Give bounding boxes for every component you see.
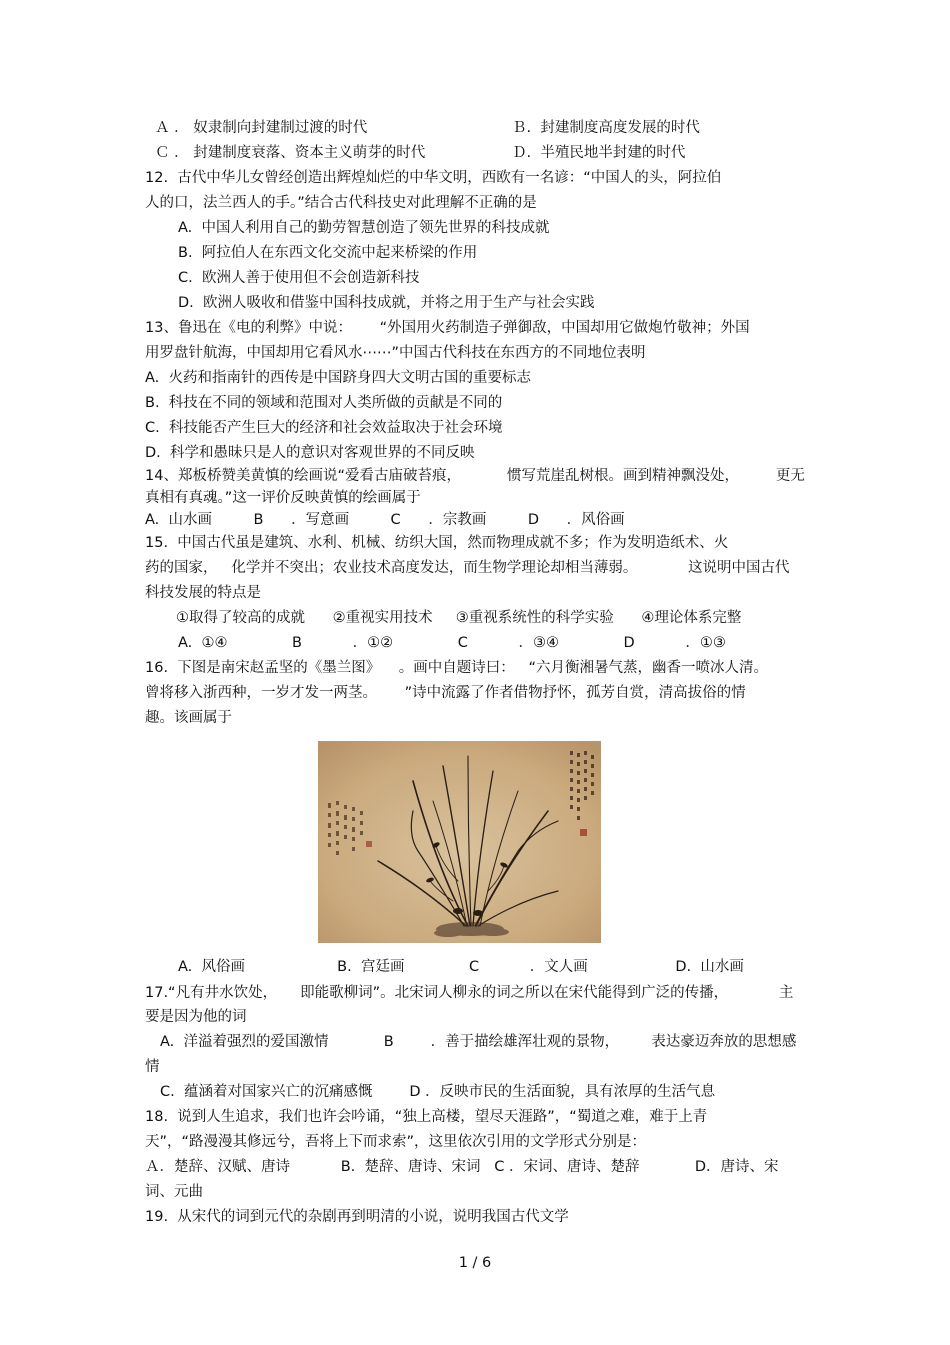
line-37: 19. 从宋代的词到元代的杂剧再到明清的小说，说明我国古代文学 xyxy=(145,1209,569,1225)
line-12: A. 火药和指南针的西传是中国跻身四大文明古国的重要标志 xyxy=(145,370,531,386)
line-36: 词、元曲 xyxy=(145,1184,203,1200)
line-29: 要是因为他的词 xyxy=(145,1009,247,1025)
line-0: Ａ ． 奴隶制向封建制过渡的时代 xyxy=(155,120,368,136)
line-24: 16. 下图是南宋赵孟坚的《墨兰图》 。画中自题诗曰： “六月衡湘暑气蒸，幽香一喷冰人清。 xyxy=(145,660,769,676)
ink-orchid-painting xyxy=(318,741,601,943)
line-5: 人的口，法兰西人的手。”结合古代科技史对此理解不正确的是 xyxy=(145,195,537,211)
line-16: 14、郑板桥赞美黄慎的绘画说“爱看古庙破苔痕， 惯写荒崖乱树根。画到精神飘没处， 更无 xyxy=(145,468,805,484)
line-33: 18. 说到人生追求，我们也许会吟诵，“独上高楼，望尽天涯路”，“蜀道之难，难于上青 xyxy=(145,1109,708,1125)
line-11: 用罗盘针航海，中国却用它看风水⋯⋯”中国古代科技在东西方的不同地位表明 xyxy=(145,345,646,361)
line-4: 12. 古代中华儿女曾经创造出辉煌灿烂的中华文明，西欧有一名谚：“中国人的头，阿拉伯 xyxy=(145,170,722,186)
line-6: A. 中国人利用自己的勤劳智慧创造了领先世界的科技成就 xyxy=(178,220,550,236)
page-number: 1 / 6 xyxy=(458,1255,492,1271)
line-15: D. 科学和愚昧只是人的意识对客观世界的不同反映 xyxy=(145,445,475,461)
line-27: A. 风俗画 B. 宫廷画 C ．文人画 D. 山水画 xyxy=(178,959,744,975)
line-35: Ａ．楚辞、汉赋、唐诗 B. 楚辞、唐诗、宋词 C ．宋词、唐诗、楚辞 D．唐诗、宋 xyxy=(145,1159,779,1175)
line-10: 13、鲁迅在《电的利弊》中说： “外国用火药制造子弹御敌，中国却用它做炮竹敬神；外国 xyxy=(145,320,750,336)
line-32: C. 蕴涵着对国家兴亡的沉痛感慨 D ．反映市民的生活面貌，具有浓厚的生活气息 xyxy=(160,1084,716,1100)
line-23: A. ①④ B ．①② C ．③④ D ．①③ xyxy=(178,635,726,651)
line-21: 科技发展的特点是 xyxy=(145,585,261,601)
line-20: 药的国家， 化学并不突出；农业技术高度发达，而生物学理论却相当薄弱。 这说明中国古代 xyxy=(145,560,790,576)
line-13: B. 科技在不同的领域和范围对人类所做的贡献是不同的 xyxy=(145,395,503,411)
line-2: Ｃ ． 封建制度衰落、资本主义萌芽的时代 xyxy=(155,145,426,161)
line-18: A. 山水画 B ．写意画 C ．宗教画 D ．风俗画 xyxy=(145,512,625,528)
line-31: 情 xyxy=(145,1059,160,1075)
line-3: Ｄ. 半殖民地半封建的时代 xyxy=(512,145,686,161)
line-30: A. 洋溢着强烈的爱国激情 B ．善于描绘雄浑壮观的景物， 表达豪迈奔放的思想感 xyxy=(160,1034,797,1050)
line-8: C. 欧洲人善于使用但不会创造新科技 xyxy=(178,270,420,286)
line-28: 17.“凡有井水饮处， 即能歌柳词”。北宋词人柳永的词之所以在宋代能得到广泛的传播， 主 xyxy=(145,985,794,1001)
line-25: 曾将移入浙西种，一岁才发一两茎。 ”诗中流露了作者借物抒怀，孤芳自赏，清高拔俗的情 xyxy=(145,685,746,701)
line-26: 趣。该画属于 xyxy=(145,710,232,726)
line-1: Ｂ. 封建制度高度发展的时代 xyxy=(512,120,700,136)
line-14: C. 科技能否产生巨大的经济和社会效益取决于社会环境 xyxy=(145,420,503,436)
line-22: ①取得了较高的成就 ②重视实用技术 ③重视系统性的科学实验 ④理论体系完整 xyxy=(176,610,742,626)
line-17: 真相有真魂。”这一评价反映黄慎的绘画属于 xyxy=(145,490,421,506)
line-34: 天”，“路漫漫其修远兮，吾将上下而求索”，这里依次引用的文学形式分别是： xyxy=(145,1134,647,1150)
line-9: D. 欧洲人吸收和借鉴中国科技成就，并将之用于生产与社会实践 xyxy=(178,295,595,311)
line-7: B. 阿拉伯人在东西文化交流中起来桥梁的作用 xyxy=(178,245,478,261)
line-19: 15. 中国古代虽是建筑、水利、机械、纺织大国，然而物理成就不多；作为发明造纸术、火 xyxy=(145,535,729,551)
